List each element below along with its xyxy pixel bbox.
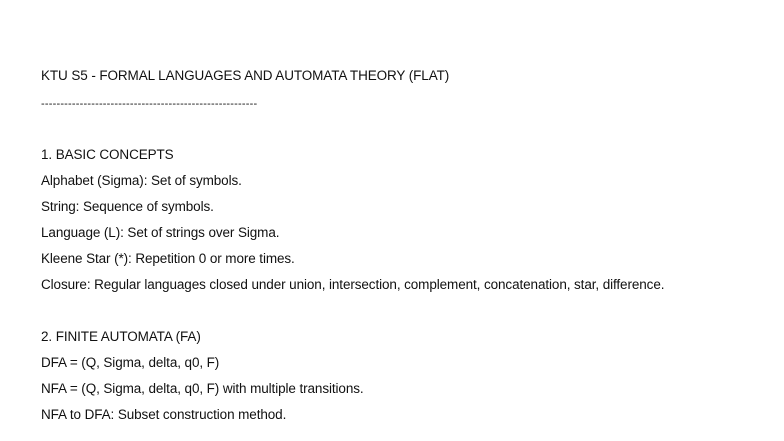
section-heading-finite-automata: 2. FINITE AUTOMATA (FA) — [41, 329, 201, 344]
text-line: NFA to DFA: Subset construction method. — [41, 407, 287, 422]
text-line: Closure: Regular languages closed under union, intersection, complement, concatenation, star, difference. — [41, 277, 665, 292]
text-line: Alphabet (Sigma): Set of symbols. — [41, 173, 242, 188]
title-rule: -------------------------------------------------------- — [41, 98, 258, 110]
document-title: KTU S5 - FORMAL LANGUAGES AND AUTOMATA THEORY (FLAT) — [41, 68, 450, 83]
section-heading-basic-concepts: 1. BASIC CONCEPTS — [41, 147, 174, 162]
text-line: String: Sequence of symbols. — [41, 199, 214, 214]
text-line: DFA = (Q, Sigma, delta, q0, F) — [41, 355, 220, 370]
text-line: NFA = (Q, Sigma, delta, q0, F) with multiple transitions. — [41, 381, 364, 396]
text-line: Kleene Star (*): Repetition 0 or more times. — [41, 251, 295, 266]
text-line: Language (L): Set of strings over Sigma. — [41, 225, 280, 240]
